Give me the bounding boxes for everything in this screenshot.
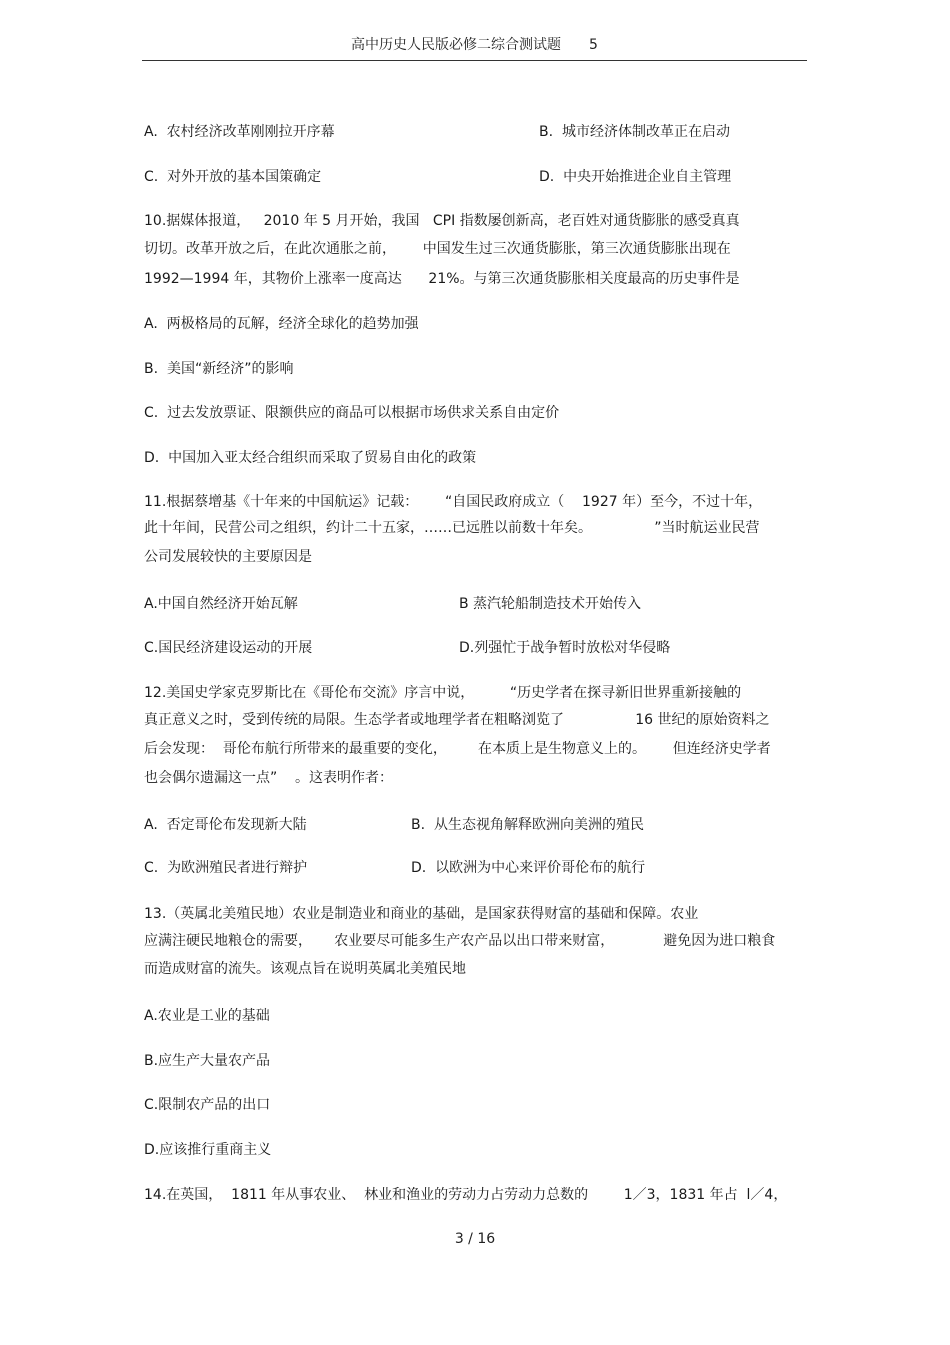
q11-option-b: B 蒸汽轮船制造技术开始传入: [459, 596, 642, 612]
page-number: 3 / 16: [454, 1231, 496, 1247]
header-number: 5: [589, 37, 598, 53]
q11-stem-line-1: 11.根据蔡增基《十年来的中国航运》记载： “自国民政府成立（ 1927 年）至今，不过十年，: [144, 494, 763, 510]
q13-stem-line-3: 而造成财富的流失。该观点旨在说明英属北美殖民地: [144, 961, 466, 977]
page-header: [142, 34, 807, 61]
q11-option-c: C.国民经济建设运动的开展: [144, 640, 313, 656]
q12-stem-line-2: 真正意义之时，受到传统的局限。生态学者或地理学者在粗略浏览了 16 世纪的原始资料之: [144, 712, 770, 728]
q9-option-c: C. 对外开放的基本国策确定: [144, 169, 322, 185]
q12-stem-line-1: 12.美国史学家克罗斯比在《哥伦布交流》序言中说， “历史学者在探寻新旧世界重新接触的: [144, 685, 742, 701]
q10-stem-line-2: 切切。改革开放之后，在此次通胀之前， 中国发生过三次通货膨胀，第三次通货膨胀出现在: [144, 241, 731, 257]
q13-stem-line-1: 13.（英属北美殖民地）农业是制造业和商业的基础，是国家获得财富的基础和保障。农业: [144, 906, 699, 922]
q11-option-a: A.中国自然经济开始瓦解: [144, 596, 298, 612]
q9-option-d: D. 中央开始推进企业自主管理: [539, 169, 732, 185]
q10-option-d: D. 中国加入亚太经合组织而采取了贸易自由化的政策: [144, 450, 477, 466]
q13-option-c: C.限制农产品的出口: [144, 1097, 271, 1113]
q10-option-a: A. 两极格局的瓦解，经济全球化的趋势加强: [144, 316, 419, 332]
q10-option-b: B. 美国“新经济”的影响: [144, 361, 294, 377]
header-title: 高中历史人民版必修二综合测试题: [351, 37, 562, 53]
q12-option-b: B. 从生态视角解释欧洲向美洲的殖民: [411, 817, 644, 833]
q11-stem-line-2: 此十年间，民营公司之组织，约计二十五家，……已远胜以前数十年矣。 ”当时航运业民营: [144, 520, 760, 536]
q12-option-d: D. 以欧洲为中心来评价哥伦布的航行: [411, 860, 646, 876]
q13-option-b: B.应生产大量农产品: [144, 1053, 271, 1069]
q11-stem-line-3: 公司发展较快的主要原因是: [144, 549, 312, 565]
q9-option-a: A. 农村经济改革刚刚拉开序幕: [144, 124, 335, 140]
q14-stem-line-1: 14.在英国， 1811 年从事农业、 林业和渔业的劳动力占劳动力总数的 1／3，1831 年占 l／4，: [144, 1187, 788, 1203]
q11-option-d: D.列强忙于战争暂时放松对华侵略: [459, 640, 671, 656]
q9-option-b: B. 城市经济体制改革正在启动: [539, 124, 730, 140]
q12-stem-line-4: 也会偶尔遗漏这一点” 。这表明作者：: [144, 770, 394, 786]
q10-option-c: C. 过去发放票证、限额供应的商品可以根据市场供求关系自由定价: [144, 405, 560, 421]
q12-option-c: C. 为欧洲殖民者进行辩护: [144, 860, 308, 876]
q13-option-a: A.农业是工业的基础: [144, 1008, 270, 1024]
q12-stem-line-3: 后会发现： 哥伦布航行所带来的最重要的变化， 在本质上是生物意义上的。 但连经济史学者: [144, 741, 771, 757]
q10-stem-line-1: 10.据媒体报道， 2010 年 5 月开始，我国 CPI 指数屡创新高，老百姓对通货膨胀的感受真真: [144, 213, 740, 229]
q12-option-a: A. 否定哥伦布发现新大陆: [144, 817, 307, 833]
q13-stem-line-2: 应满注硬民地粮仓的需要， 农业要尽可能多生产农产品以出口带来财富， 避免因为进口粮食: [144, 933, 776, 949]
q13-option-d: D.应该推行重商主义: [144, 1142, 272, 1158]
q10-stem-line-3: 1992—1994 年，其物价上涨率一度高达 21%。与第三次通货膨胀相关度最高的历史事件是: [144, 271, 740, 287]
